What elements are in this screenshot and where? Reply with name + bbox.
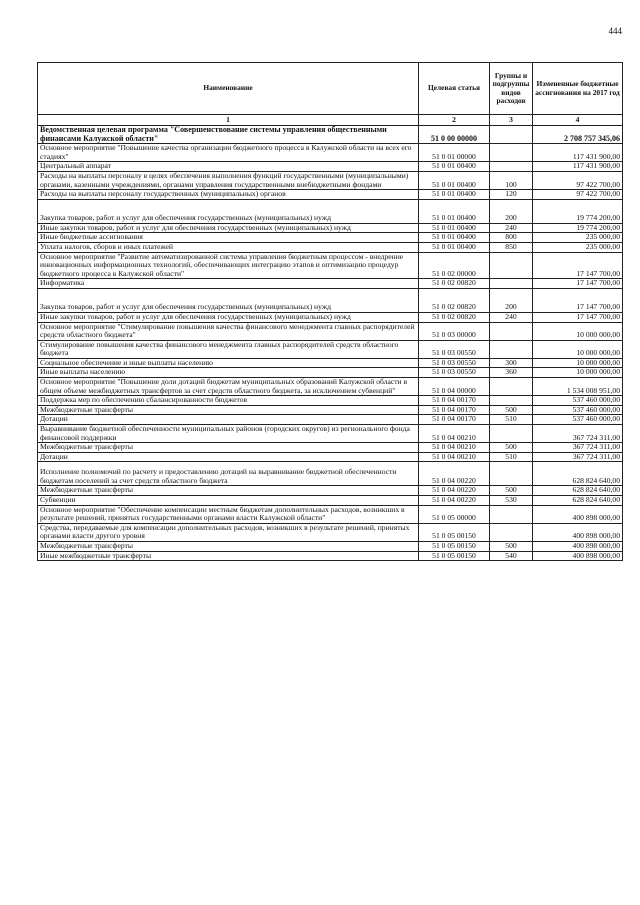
table-row bbox=[38, 551, 623, 561]
row-amount: 17 147 700,00 bbox=[533, 288, 623, 312]
column-number: 3 bbox=[490, 115, 533, 126]
row-name: Дотации bbox=[38, 415, 419, 425]
row-amount: 400 898 000,00 bbox=[533, 551, 623, 561]
header-group: Группы и подгруппы видов расходов bbox=[490, 63, 533, 115]
table-row bbox=[38, 126, 623, 144]
row-amount: 537 460 000,00 bbox=[533, 415, 623, 425]
row-name: Уплата налогов, сборов и иных платежей bbox=[38, 242, 419, 252]
row-expense-group bbox=[490, 162, 533, 172]
row-name: Выравнивание бюджетной обеспеченности муниципальных районов (городских округов) из регионального фонда финансовой поддержки bbox=[38, 425, 419, 443]
row-name: Субвенции bbox=[38, 496, 419, 506]
table-row bbox=[38, 505, 623, 523]
table-row bbox=[38, 279, 623, 289]
column-number: 1 bbox=[38, 115, 419, 126]
column-number-row bbox=[38, 115, 623, 126]
table-row bbox=[38, 223, 623, 233]
table-row bbox=[38, 496, 623, 506]
row-name: Основное мероприятие "Стимулирование повышения качества финансового менеджмента главных распорядителей средств областного бюджета" bbox=[38, 322, 419, 340]
row-name: Межбюджетные трансферты bbox=[38, 443, 419, 453]
row-amount: 235 000,00 bbox=[533, 242, 623, 252]
row-expense-group: 120 bbox=[490, 190, 533, 200]
row-target-article: 51 0 03 00550 bbox=[419, 340, 490, 358]
row-expense-group: 200 bbox=[490, 288, 533, 312]
row-target-article: 51 0 04 00210 bbox=[419, 452, 490, 462]
row-name: Средства, передаваемые для компенсации дополнительных расходов, возникших в результате решений, принятых органами власти другого уровня bbox=[38, 523, 419, 541]
row-name: Иные закупки товаров, работ и услуг для обеспечения государственных (муниципальных) нужд bbox=[38, 312, 419, 322]
table-row bbox=[38, 405, 623, 415]
row-expense-group: 510 bbox=[490, 415, 533, 425]
row-expense-group: 240 bbox=[490, 312, 533, 322]
row-expense-group bbox=[490, 378, 533, 396]
page-number: 444 bbox=[608, 26, 622, 36]
table-row bbox=[38, 415, 623, 425]
row-name: Расходы на выплаты персоналу в целях обеспечения выполнения функций государственными (муниципальными) органами, казенными учреждениями, органами управления государственными внебюджетными фондами bbox=[38, 171, 419, 189]
row-target-article: 51 0 04 00000 bbox=[419, 378, 490, 396]
row-target-article: 51 0 01 00400 bbox=[419, 171, 490, 189]
row-target-article: 51 0 01 00400 bbox=[419, 233, 490, 243]
row-target-article: 51 0 05 00150 bbox=[419, 551, 490, 561]
row-target-article: 51 0 04 00220 bbox=[419, 486, 490, 496]
table-row bbox=[38, 378, 623, 396]
row-target-article: 51 0 04 00210 bbox=[419, 425, 490, 443]
row-expense-group bbox=[490, 396, 533, 406]
table-row bbox=[38, 358, 623, 368]
row-target-article: 51 0 04 00220 bbox=[419, 496, 490, 506]
row-expense-group bbox=[490, 425, 533, 443]
row-amount: 367 724 311,00 bbox=[533, 425, 623, 443]
row-expense-group bbox=[490, 340, 533, 358]
row-name: Иные межбюджетные трансферты bbox=[38, 551, 419, 561]
row-target-article: 51 0 05 00000 bbox=[419, 505, 490, 523]
row-expense-group: 240 bbox=[490, 223, 533, 233]
row-expense-group: 500 bbox=[490, 486, 533, 496]
row-amount: 628 824 640,00 bbox=[533, 496, 623, 506]
table-row bbox=[38, 368, 623, 378]
table-row bbox=[38, 486, 623, 496]
table-row bbox=[38, 452, 623, 462]
table-row bbox=[38, 523, 623, 541]
row-expense-group: 800 bbox=[490, 233, 533, 243]
row-expense-group bbox=[490, 126, 533, 144]
row-amount: 17 147 700,00 bbox=[533, 252, 623, 279]
row-amount: 367 724 311,00 bbox=[533, 452, 623, 462]
row-amount: 537 460 000,00 bbox=[533, 396, 623, 406]
row-target-article: 51 0 02 00000 bbox=[419, 252, 490, 279]
table-row bbox=[38, 312, 623, 322]
row-name: Межбюджетные трансферты bbox=[38, 405, 419, 415]
row-target-article: 51 0 01 00400 bbox=[419, 199, 490, 223]
row-expense-group: 300 bbox=[490, 358, 533, 368]
row-target-article: 51 0 03 00000 bbox=[419, 322, 490, 340]
row-name: Центральный аппарат bbox=[38, 162, 419, 172]
row-expense-group bbox=[490, 144, 533, 162]
row-expense-group: 500 bbox=[490, 405, 533, 415]
row-name: Основное мероприятие "Развитие автоматизированной системы управления бюджетным процессом - внедрение инновационных информационных технологий, обеспечивающих интеграцию этапов и оптимизацию процедур бюджетного процесса в Калужской области" bbox=[38, 252, 419, 279]
row-name: Исполнение полномочий по расчету и предоставлению дотаций на выравнивание бюджетной обеспеченности бюджетам поселений за счет средств областного бюджета bbox=[38, 462, 419, 486]
row-amount: 10 000 000,00 bbox=[533, 340, 623, 358]
table-row bbox=[38, 171, 623, 189]
row-amount: 537 460 000,00 bbox=[533, 405, 623, 415]
table-row bbox=[38, 162, 623, 172]
row-expense-group: 530 bbox=[490, 496, 533, 506]
row-name: Основное мероприятие "Обеспечение компенсации местным бюджетам дополнительных расходов, возникших в результате решений, принятых государственными органами власти Калужской области" bbox=[38, 505, 419, 523]
table-row bbox=[38, 340, 623, 358]
row-amount: 400 898 000,00 bbox=[533, 541, 623, 551]
table-header-row bbox=[38, 63, 623, 115]
row-target-article: 51 0 02 00820 bbox=[419, 279, 490, 289]
row-expense-group: 200 bbox=[490, 199, 533, 223]
row-expense-group bbox=[490, 523, 533, 541]
row-target-article: 51 0 02 00820 bbox=[419, 312, 490, 322]
column-number: 4 bbox=[533, 115, 623, 126]
row-amount: 117 431 900,00 bbox=[533, 162, 623, 172]
row-target-article: 51 0 04 00170 bbox=[419, 396, 490, 406]
row-amount: 10 000 000,00 bbox=[533, 358, 623, 368]
table-body bbox=[38, 126, 623, 561]
row-target-article: 51 0 04 00220 bbox=[419, 462, 490, 486]
row-name: Иные бюджетные ассигнования bbox=[38, 233, 419, 243]
row-name: Иные выплаты населению bbox=[38, 368, 419, 378]
row-name: Межбюджетные трансферты bbox=[38, 541, 419, 551]
row-amount: 10 000 000,00 bbox=[533, 368, 623, 378]
table-row bbox=[38, 443, 623, 453]
row-target-article: 51 0 03 00550 bbox=[419, 368, 490, 378]
table-row bbox=[38, 233, 623, 243]
row-amount: 400 898 000,00 bbox=[533, 523, 623, 541]
row-amount: 97 422 700,00 bbox=[533, 171, 623, 189]
row-expense-group: 850 bbox=[490, 242, 533, 252]
row-amount: 235 000,00 bbox=[533, 233, 623, 243]
row-target-article: 51 0 05 00150 bbox=[419, 523, 490, 541]
row-expense-group bbox=[490, 322, 533, 340]
table-row bbox=[38, 144, 623, 162]
table-row bbox=[38, 425, 623, 443]
budget-allocation-table bbox=[37, 62, 623, 561]
row-amount: 628 824 640,00 bbox=[533, 486, 623, 496]
row-expense-group bbox=[490, 462, 533, 486]
row-amount: 17 147 700,00 bbox=[533, 312, 623, 322]
row-name: Информатика bbox=[38, 279, 419, 289]
table-row bbox=[38, 252, 623, 279]
row-name: Расходы на выплаты персоналу государственных (муниципальных) органов bbox=[38, 190, 419, 200]
row-name: Закупка товаров, работ и услуг для обеспечения государственных (муниципальных) нужд bbox=[38, 288, 419, 312]
row-name: Основное мероприятие "Повышение качества организации бюджетного процесса в Калужской области на всех его стадиях" bbox=[38, 144, 419, 162]
header-amount: Измененные бюджетные ассигнования на 2017 год bbox=[533, 63, 623, 115]
table-row bbox=[38, 199, 623, 223]
row-expense-group: 540 bbox=[490, 551, 533, 561]
table-row bbox=[38, 242, 623, 252]
row-name: Межбюджетные трансферты bbox=[38, 486, 419, 496]
row-expense-group: 510 bbox=[490, 452, 533, 462]
table-row bbox=[38, 462, 623, 486]
row-amount: 97 422 700,00 bbox=[533, 190, 623, 200]
row-amount: 19 774 200,00 bbox=[533, 223, 623, 233]
row-name: Иные закупки товаров, работ и услуг для обеспечения государственных (муниципальных) нужд bbox=[38, 223, 419, 233]
row-amount: 10 000 000,00 bbox=[533, 322, 623, 340]
row-name: Стимулирование повышения качества финансового менеджмента главных распорядителей средств областного бюджета bbox=[38, 340, 419, 358]
row-expense-group: 100 bbox=[490, 171, 533, 189]
table-row bbox=[38, 541, 623, 551]
row-expense-group bbox=[490, 252, 533, 279]
table-row bbox=[38, 396, 623, 406]
row-expense-group: 500 bbox=[490, 443, 533, 453]
row-expense-group bbox=[490, 279, 533, 289]
row-amount: 367 724 311,00 bbox=[533, 443, 623, 453]
row-target-article: 51 0 01 00400 bbox=[419, 162, 490, 172]
row-target-article: 51 0 01 00400 bbox=[419, 223, 490, 233]
header-name: Наименование bbox=[38, 63, 419, 115]
column-number: 2 bbox=[419, 115, 490, 126]
row-target-article: 51 0 04 00170 bbox=[419, 405, 490, 415]
row-name: Закупка товаров, работ и услуг для обеспечения государственных (муниципальных) нужд bbox=[38, 199, 419, 223]
row-amount: 400 898 000,00 bbox=[533, 505, 623, 523]
row-name: Ведомственная целевая программа "Совершенствование системы управления общественными финансами Калужской области" bbox=[38, 126, 419, 144]
row-amount: 2 708 757 345,06 bbox=[533, 126, 623, 144]
row-target-article: 51 0 04 00210 bbox=[419, 443, 490, 453]
row-target-article: 51 0 00 00000 bbox=[419, 126, 490, 144]
row-target-article: 51 0 04 00170 bbox=[419, 415, 490, 425]
row-name: Поддержка мер по обеспечению сбалансированности бюджетов bbox=[38, 396, 419, 406]
row-target-article: 51 0 05 00150 bbox=[419, 541, 490, 551]
row-name: Основное мероприятие "Повышение доли дотаций бюджетам муниципальных образований Калужской области в общем объеме межбюджетных трансфертов за счет средств областного бюджета, за исключением субвенций" bbox=[38, 378, 419, 396]
row-amount: 17 147 700,00 bbox=[533, 279, 623, 289]
row-target-article: 51 0 01 00000 bbox=[419, 144, 490, 162]
row-amount: 19 774 200,00 bbox=[533, 199, 623, 223]
row-amount: 1 534 008 951,00 bbox=[533, 378, 623, 396]
row-target-article: 51 0 03 00550 bbox=[419, 358, 490, 368]
row-target-article: 51 0 01 00400 bbox=[419, 190, 490, 200]
row-expense-group bbox=[490, 505, 533, 523]
table-row bbox=[38, 288, 623, 312]
header-code: Целевая статья bbox=[419, 63, 490, 115]
row-amount: 628 824 640,00 bbox=[533, 462, 623, 486]
row-target-article: 51 0 02 00820 bbox=[419, 288, 490, 312]
table-row bbox=[38, 190, 623, 200]
row-expense-group: 360 bbox=[490, 368, 533, 378]
row-amount: 117 431 900,00 bbox=[533, 144, 623, 162]
row-expense-group: 500 bbox=[490, 541, 533, 551]
row-target-article: 51 0 01 00400 bbox=[419, 242, 490, 252]
table-row bbox=[38, 322, 623, 340]
row-name: Дотации bbox=[38, 452, 419, 462]
row-name: Социальное обеспечение и иные выплаты населению bbox=[38, 358, 419, 368]
